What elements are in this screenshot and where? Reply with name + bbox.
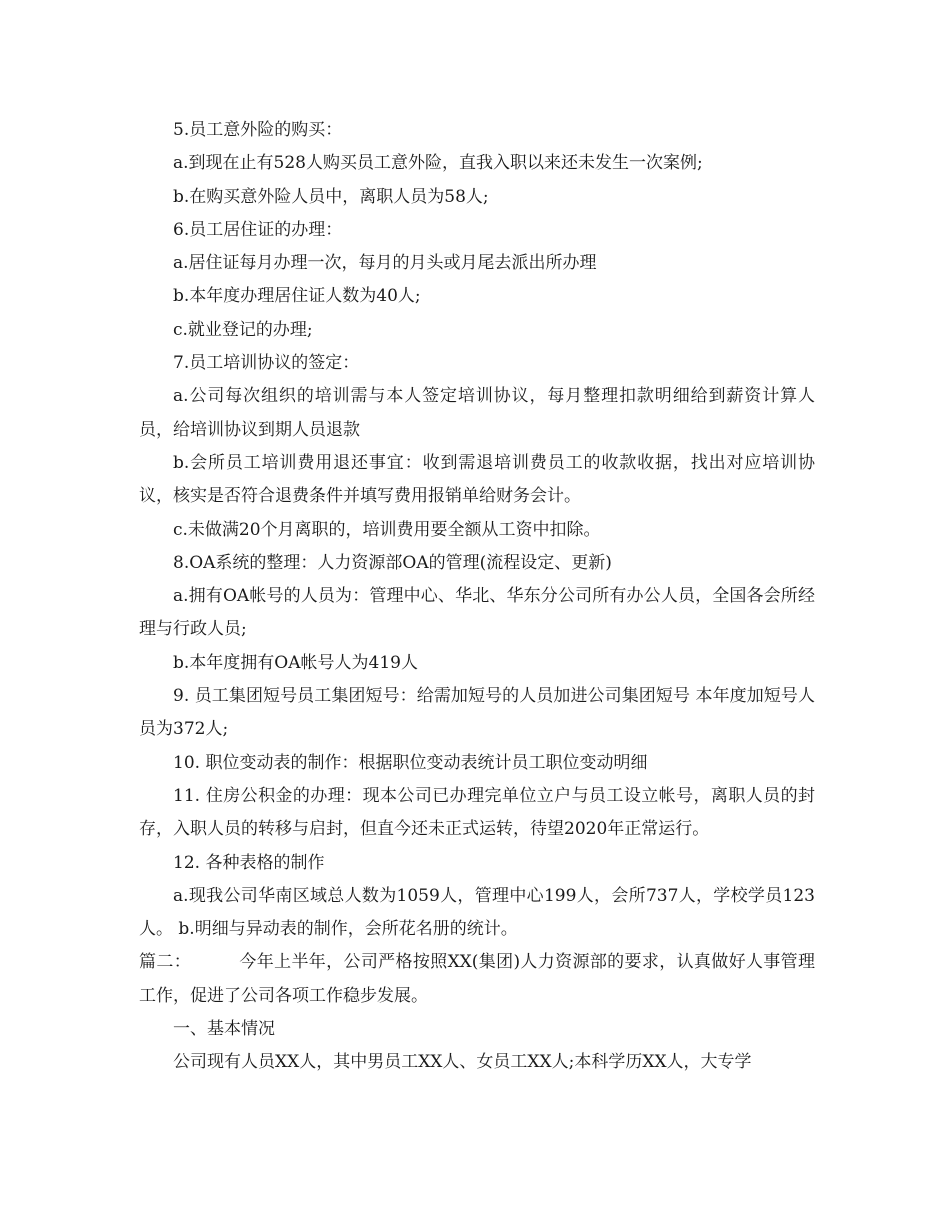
item-7-title: 7.员工培训协议的签定： — [173, 353, 360, 374]
item-8-title: 8.OA系统的整理：人力资源部OA的管理(流程设定、更新) — [173, 552, 612, 573]
item-12a: a.现我公司华南区域总人数为1059人，管理中心199人，会所737人，学校学员123人。 b.明细与异动表的制作，会所花名册的统计。 — [139, 885, 815, 940]
item-6b: b.本年度办理居住证人数为40人; — [173, 286, 421, 307]
item-10: 10. 职位变动表的制作：根据职位变动表统计员工职位变动明细 — [173, 752, 648, 773]
item-7a: a.公司每次组织的培训需与本人签定培训协议，每月整理扣款明细给到薪资计算人员，给培训协议到期人员退款 — [139, 386, 815, 440]
item-5a: a.到现在止有528人购买员工意外险，直我入职以来还未发生一次案例; — [173, 153, 703, 174]
section-2-label: 篇二： — [139, 952, 192, 973]
document-body — [139, 114, 815, 1080]
item-6a: a.居住证每月办理一次，每月的月头或月尾去派出所办理 — [173, 253, 597, 274]
final-line: 公司现有人员XX人，其中男员工XX人、女员工XX人;本科学历XX人，大专学 — [173, 1052, 752, 1073]
section-heading: 一、基本情况 — [173, 1019, 275, 1040]
item-5-title: 5.员工意外险的购买： — [173, 120, 343, 140]
section-2-intro — [139, 946, 815, 1013]
item-8a: a.拥有OA帐号的人员为：管理中心、华北、华东分公司所有办公人员，全国各会所经理与行政人员; — [139, 586, 815, 640]
item-6c: c.就业登记的办理; — [173, 319, 313, 340]
item-7b: b.会所员工培训费用退还事宜：收到需退培训费员工的收款收据，找出对应培训协议，核实是否符合退费条件并填写费用报销单给财务会计。 — [139, 452, 815, 507]
item-12-title: 12. 各种表格的制作 — [173, 852, 325, 873]
section-2-text: 今年上半年，公司严格按照XX(集团)人力资源部的要求，认真做好人事管理工作，促进了公司各项工作稳步发展。 — [139, 952, 816, 1006]
item-5b: b.在购买意外险人员中，离职人员为58人; — [173, 186, 489, 207]
item-7c: c.未做满20个月离职的，培训费用要全额从工资中扣除。 — [173, 519, 601, 540]
item-11: 11. 住房公积金的办理：现本公司已办理完单位立户与员工设立帐号，离职人员的封存，入职人员的转移与启封，但直今还未正式运转，待望2020年正常运行。 — [139, 785, 815, 840]
item-9: 9. 员工集团短号员工集团短号：给需加短号的人员加进公司集团短号 本年度加短号人员为372人; — [139, 686, 815, 740]
item-8b: b.本年度拥有OA帐号人为419人 — [173, 652, 418, 673]
item-6-title: 6.员工居住证的办理： — [173, 219, 343, 240]
